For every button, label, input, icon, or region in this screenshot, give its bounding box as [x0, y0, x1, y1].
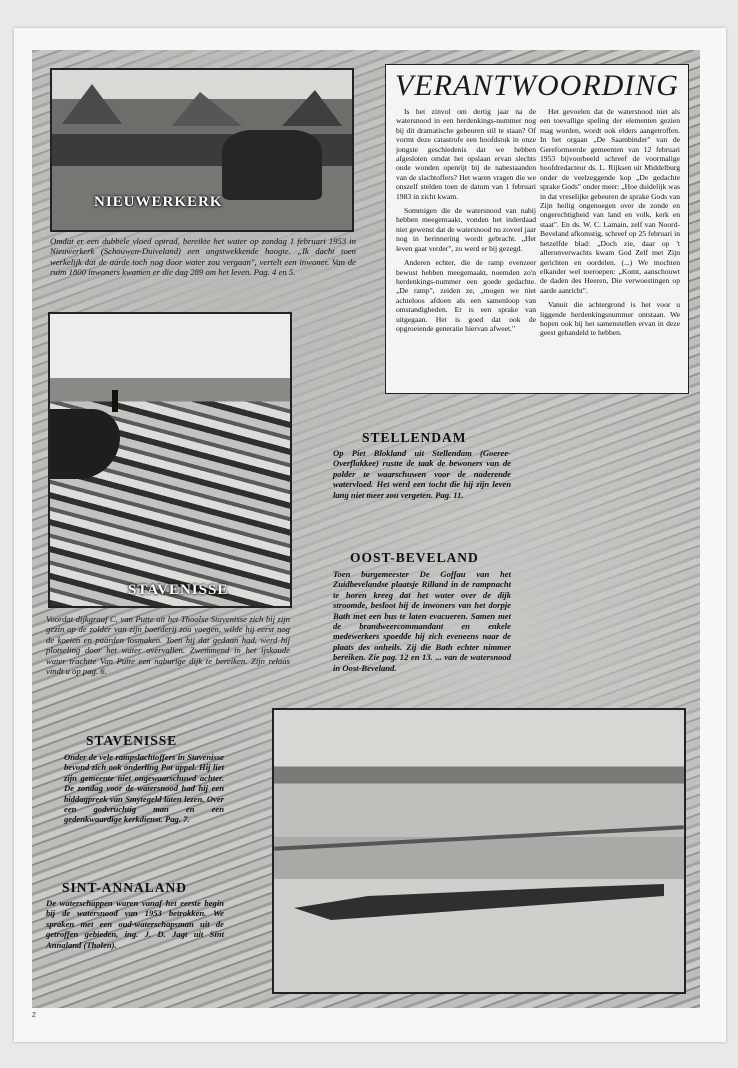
nieuwerkerk-caption: Omdat er een dubbele vloed optrad, bereikte het water op zondag 1 februari 1953 in Nieuwerkerk (Schouwen-Duiveland) een angstwekkende hoogte. „Ik dacht toen werkelijk dat de aarde toch nog door water zou vergaan", vertelt een inwoner. Van de ruim 1800 inwoners kwamen er die dag 289 om het leven. Pag. 4 en 5.: [50, 236, 356, 278]
dike-rock: [50, 409, 120, 479]
nieuwerkerk-photo-label: NIEUWERKERK: [94, 194, 223, 210]
people-group: [222, 130, 322, 200]
nieuwerkerk-photo: [50, 68, 354, 232]
sint-annaland-text: De waterschappen waren vanaf het eerste begin bij de watersnood van 1953 betrokken. We spraken met een oud-waterschapsman uit de getroffen gebieden, ing. J. D. Jagt uit Sint Annaland (Tholen).: [46, 898, 224, 950]
verantwoording-paragraph: Anderen echter, die de ramp evenzeer bewust hebben meegemaakt, noemden zo'n herdenkings-nummer een goede gedachte. „De ramp", zeiden ze, „mogen we niet achteloos afdoen als een samenloop van omstandigheden. Er is een sprake van uitgegaan. Het is goed dat ook de opgroeiende generatie hiervan afweet.": [396, 258, 536, 333]
verantwoording-column-1: [396, 107, 536, 338]
verantwoording-box: [385, 64, 689, 394]
stavenisse-text: Onder de vele rampslachtoffers in Stavenisse bevond zich ook onderling Pot appel. Hij liet zijn gemeente niet ongewaarschuwd achter. De zondag voor de watersnood had hij een biddagpreek van Smytegeld laten lezen. Over een godvruchtig man en een gedenkwaardige kerkdienst. Pag. 7.: [64, 752, 224, 825]
stavenisse-photo-label: STAVENISSE: [128, 582, 229, 598]
house-roof: [172, 92, 242, 126]
stellendam-text: Op Piet Blokland uit Stellendam (Goeree-Overflakkee) rustte de taak de bewoners van de polder te waarschuwen voor de naderende watervloed. Het werd een tocht die hij zijn leven lang niet meer zou vergeten. Pag. 11.: [333, 448, 511, 500]
oost-beveland-text: Toen burgemeester De Goffau van het Zuidbevelandse plaatsje Rilland in de rampnacht te horen kreeg dat het water over de dijk stroomde, besloot hij de inwoners van het dorpje Bath met een bus te laten evacueren. Samen met de brandweercommandant en enkele medewerkers spoedde hij zich eveneens naar de plaats des onheils. Zij die Bath echter nimmer bereiken. Zie pag. 12 en 13. ... van de watersnood in Oost-Beveland.: [333, 569, 511, 673]
dike-line: [274, 825, 684, 850]
verantwoording-paragraph: Sommigen die de watersnood van nabij hebben meegemaakt, vonden het inderdaad niet gewenst dat de watersnood nu zoveel jaar nog in herinnering wordt gebracht. „Het leven gaat verder", zo werd er bij gezegd.: [396, 206, 536, 253]
sint-annaland-heading: SINT-ANNALAND: [62, 880, 188, 895]
verantwoording-paragraph: Is het zinvol om dertig jaar na de watersnood in een herdenkings-nummer nog bij dit dramatische gebeuren stil te staan? Of vormt deze catastrofe een hoofdstuk in onze jongste geschiedenis dat we hebben afgesloten omdat het opslaan ervan slechts oude wonden openrijt bij de nabestaanden van de slachtoffers? Het waren vragen die we onszelf stelden toen de datum van 1 februari 1983 in zicht kwam.: [396, 107, 536, 201]
aerial-flood-photo: [272, 708, 686, 994]
house-roof: [282, 90, 342, 126]
house-roof: [62, 84, 122, 124]
verantwoording-paragraph: Vanuit die achtergrond is het voor u liggende herdenkingsnummer ontstaan. We hopen ook bij het samenstellen ervan in deze geest gehandeld te hebben.: [540, 300, 680, 338]
stellendam-heading: STELLENDAM: [362, 430, 467, 445]
stavenisse-caption: Voordat dijkgraaf C. van Putte uit het Thoolse Stavenisse zich bij zijn gezin op de zolder van zijn boerderij zou voegen, wilde hij eerst nog de koeien en paarden losmaken. Toen hij dat gedaan had, werd hij plotseling door het water overvallen. Zwemmend in het ijskoude water trachtte Van Putte een naburige dijk te bereiken. Zijn relaas vindt u op pag. 6.: [46, 614, 290, 677]
page-number: 2: [32, 1012, 36, 1019]
verantwoording-title: VERANTWOORDING: [395, 69, 679, 102]
stavenisse-heading: STAVENISSE: [86, 733, 178, 748]
flooded-village: [294, 880, 664, 920]
stavenisse-photo: [48, 312, 292, 608]
standing-man: [112, 390, 118, 412]
oost-beveland-heading: OOST-BEVELAND: [350, 550, 479, 565]
verantwoording-column-2: [540, 107, 680, 343]
verantwoording-paragraph: Het gevoelen dat de watersnood niet als een toevallige speling der elementen gezien mag worden, wordt ook elders aangetroffen. In het orgaan „De Saambinder" van de Gereformeerde gemeenten van 12 februari 1953 bijvoorbeeld schreef de voormalige hoofdredacteur ds. L. Rijksen uit Middelburg onder de veelzeggende kop „De gedachte sprake Gods" onder meer: „Hoe duidelijk was in dat vreselijke gebeuren de sprake Gods van Zijn heilig ongenoegen over de zonde en ongerechtigheid van land en volk, kerk en staat". En ds. W. C. Lamain, zelf van Noord-Beveland afkomstig, schreef op 25 februari in hetzelfde blad: „Doch zie, daar op 't alleronverwachts kwam God Zelf met Zijn gerichten en oordelen. (...) We mochten elkander wel toeroepen: „Komt, aanschouwt de daden des Heeren, Die verwoestingen op aarde aanricht".: [540, 107, 680, 295]
